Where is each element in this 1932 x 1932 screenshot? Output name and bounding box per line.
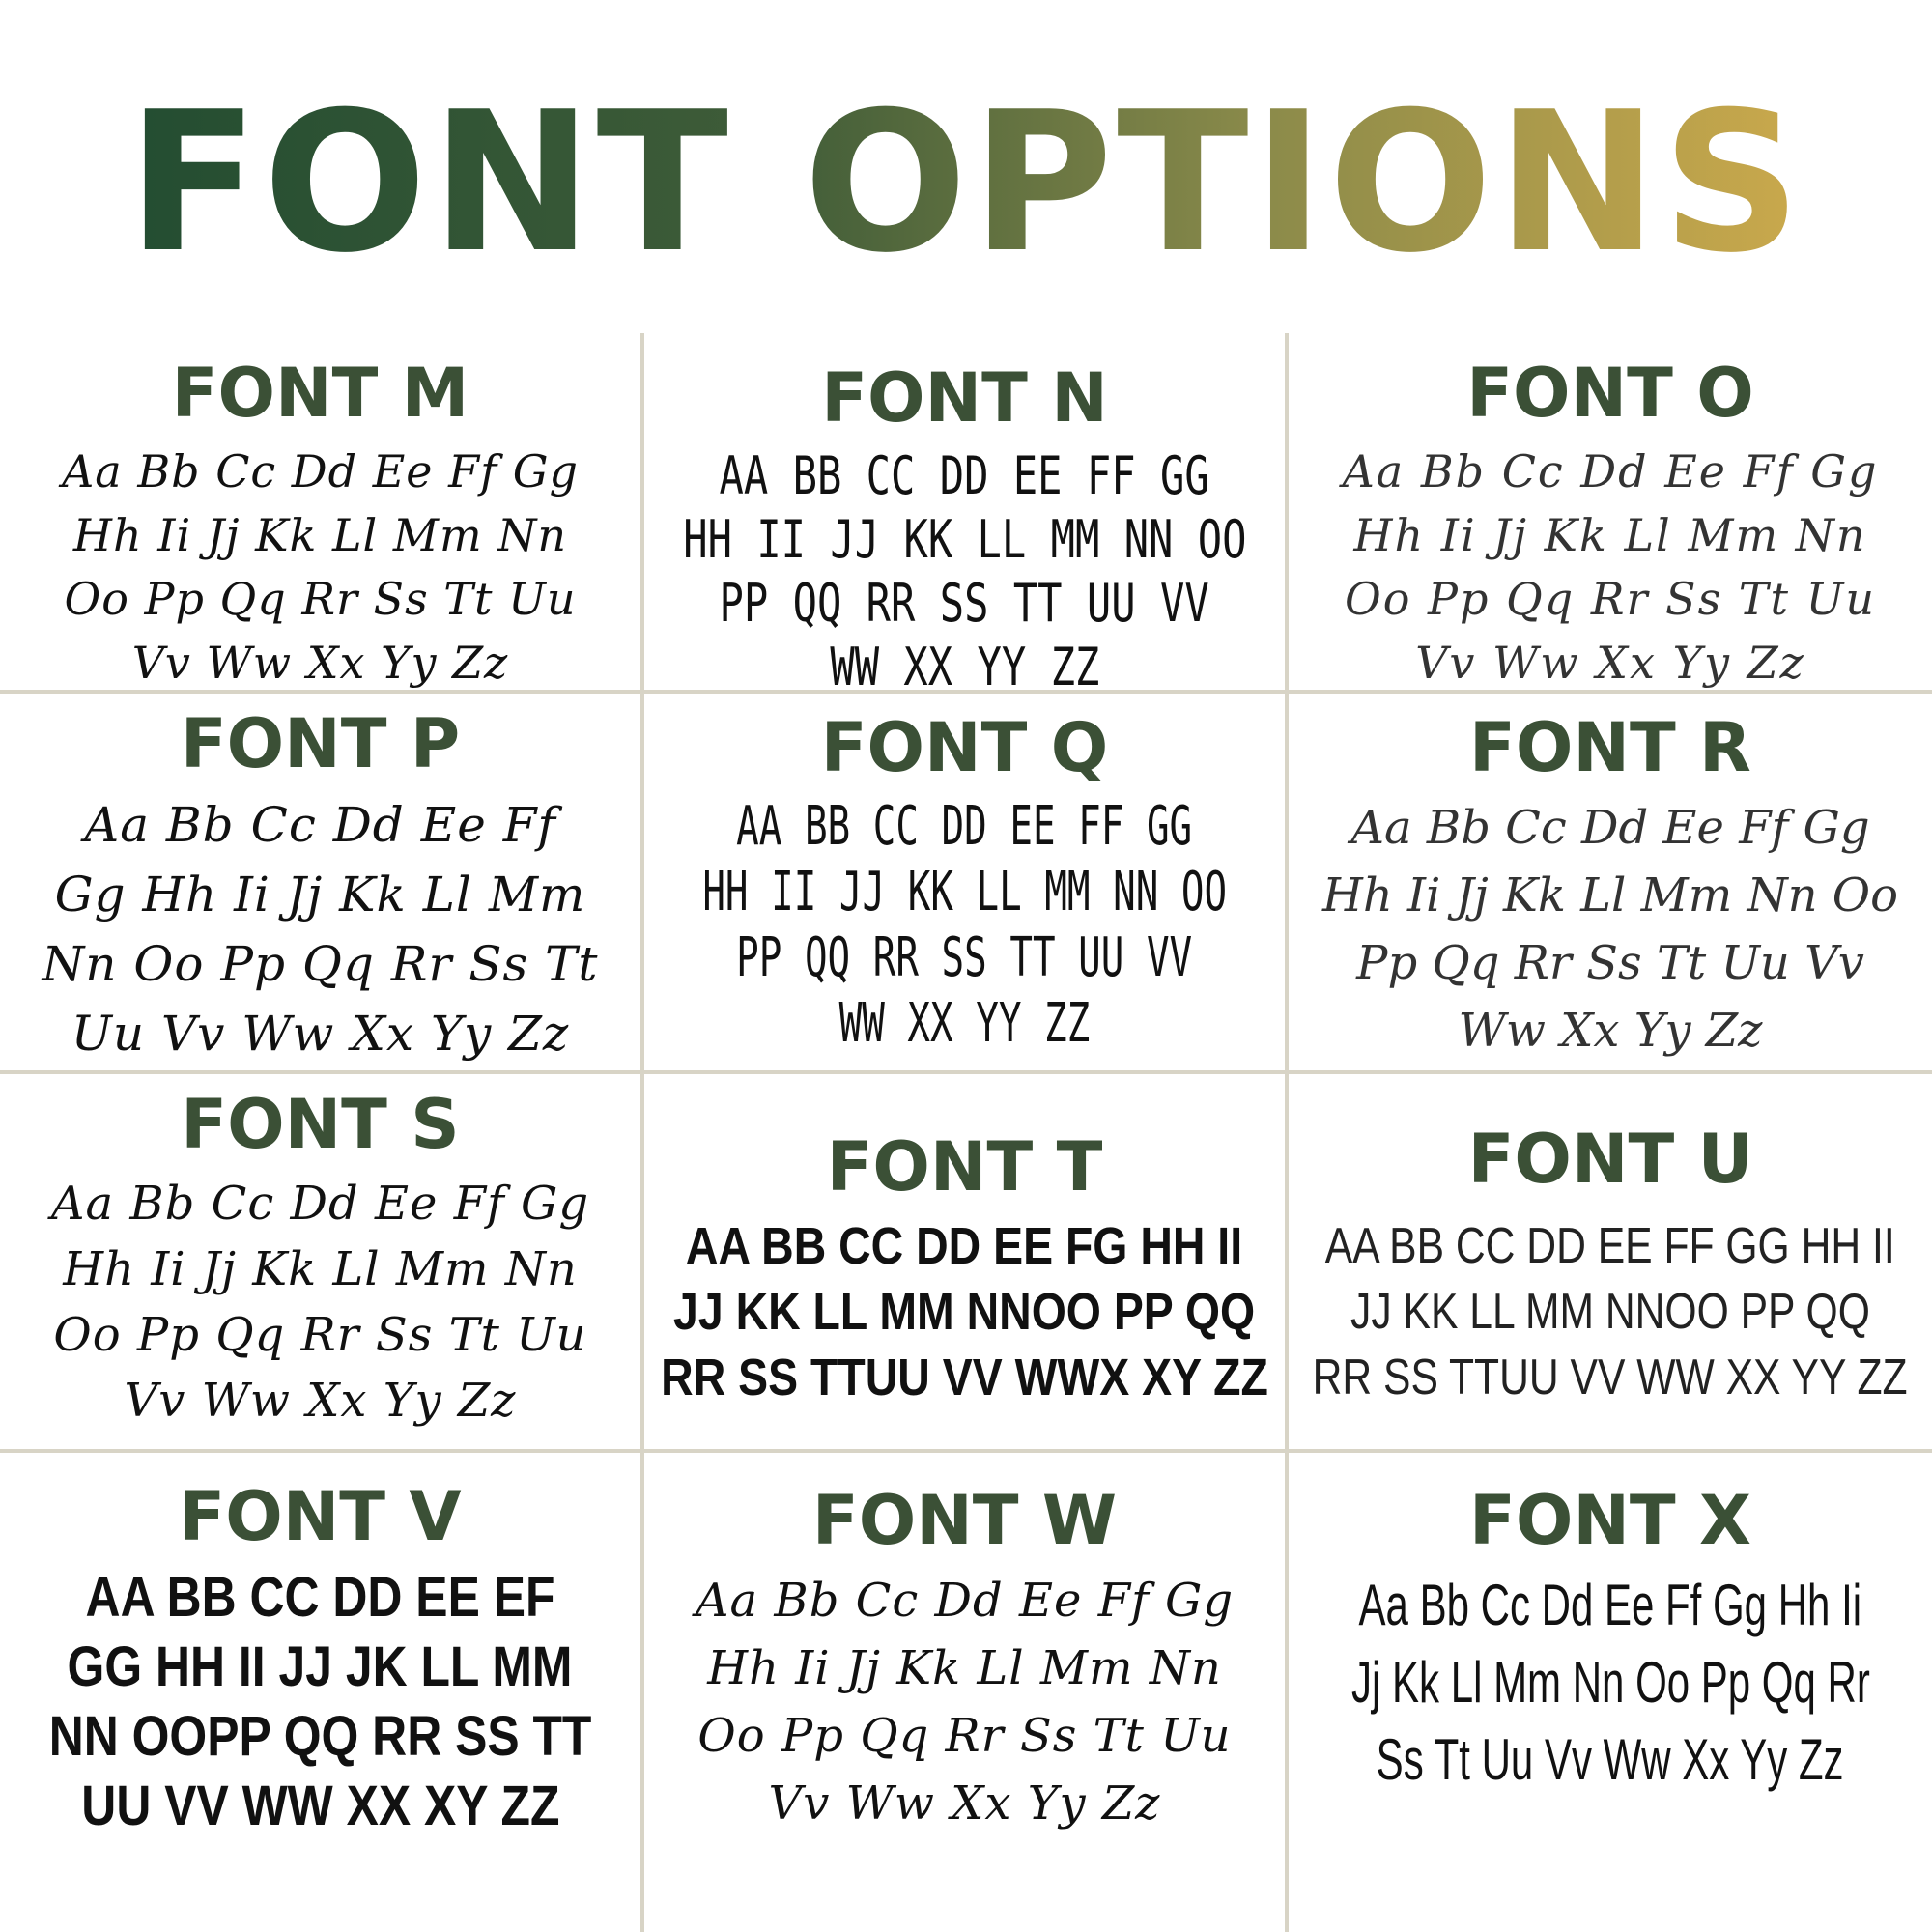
- font-card-v: [0, 1476, 640, 1932]
- font-name: FONT V: [179, 1477, 462, 1556]
- sample-line: Uu Vv Ww Xx Yy Zz: [71, 1006, 570, 1062]
- font-card-o: [1289, 353, 1932, 690]
- font-sample: [1322, 794, 1898, 1065]
- font-name: FONT N: [821, 358, 1108, 438]
- sample-line: AA BB CC DD EE FF GG: [719, 445, 1210, 506]
- grid-divider-horizontal-3: [0, 1449, 1932, 1453]
- font-sample: [5, 1563, 636, 1841]
- font-card-m: [0, 353, 640, 690]
- sample-line: Hh Ii Jj Kk Ll Mm Nn: [72, 509, 568, 561]
- sample-line: HH II JJ KK LL MM NN OO: [682, 509, 1247, 570]
- sample-line: Hh Ii Jj Kk Ll Mm Nn: [63, 1242, 578, 1296]
- font-name: FONT O: [1466, 354, 1754, 433]
- sample-line: AA BB CC DD EE FG HH II: [686, 1217, 1243, 1275]
- sample-line: Vv Ww Xx Yy Zz: [768, 1776, 1161, 1831]
- sample-line: Pp Qq Rr Ss Tt Uu Vv: [1356, 936, 1864, 990]
- font-card-w: [644, 1480, 1285, 1932]
- sample-line: AA BB CC DD EE EF: [85, 1566, 555, 1629]
- sample-line: Aa Bb Cc Dd Ee Ff: [84, 797, 556, 853]
- font-sample: [1343, 440, 1879, 690]
- font-card-n: [644, 357, 1285, 690]
- sample-line: Hh Ii Jj Kk Ll Mm Nn: [1353, 509, 1867, 561]
- sample-line: Aa Bb Cc Dd Ee Ff Gg: [1342, 445, 1879, 497]
- font-sample: [1289, 1567, 1932, 1799]
- sample-line: Hh Ii Jj Kk Ll Mm Nn Oo: [1321, 868, 1898, 923]
- sample-line: UU VV WW XX XY ZZ: [80, 1775, 560, 1837]
- sample-line: Aa Bb Cc Dd Ee Ff Gg: [50, 1177, 590, 1231]
- sample-line: Oo Pp Qq Rr Ss Tt Uu: [1344, 573, 1876, 625]
- font-name: FONT W: [811, 1481, 1118, 1560]
- font-name: FONT R: [1469, 708, 1751, 787]
- sample-line: GG HH II JJ JK LL MM: [68, 1635, 573, 1698]
- sample-line: Vv Ww Xx Yy Zz: [124, 1374, 517, 1428]
- font-name: FONT U: [1467, 1120, 1753, 1199]
- sample-line: Aa Bb Cc Dd Ee Ff Gg: [62, 445, 579, 497]
- page-title: FONT OPTIONS: [0, 68, 1932, 299]
- font-card-t: [644, 1126, 1285, 1449]
- grid-divider-horizontal-2: [0, 1070, 1932, 1074]
- sample-line: Vv Ww Xx Yy Zz: [1415, 637, 1805, 689]
- sample-line: Aa Bb Cc Dd Ee Ff Gg: [695, 1574, 1235, 1628]
- font-sample: [43, 790, 599, 1068]
- sample-line: NN OOPP QQ RR SS TT: [48, 1705, 592, 1768]
- font-name: FONT S: [181, 1085, 460, 1164]
- sample-line: JJ KK LL MM NNOO PP QQ: [1350, 1284, 1870, 1340]
- font-name: FONT T: [826, 1127, 1103, 1207]
- sample-line: PP QQ RR SS TT UU VV: [736, 926, 1193, 989]
- sample-line: HH II JJ KK LL MM NN OO: [702, 861, 1227, 923]
- font-name: FONT X: [1469, 1481, 1751, 1560]
- font-name: FONT Q: [820, 708, 1109, 787]
- sample-line: RR SS TTUU VV WW XX YY ZZ: [1313, 1350, 1908, 1406]
- sample-line: Nn Oo Pp Qq Rr Ss Tt: [42, 936, 599, 992]
- sample-line: AA BB CC DD EE FF GG: [736, 795, 1193, 858]
- font-sample: [696, 1567, 1234, 1837]
- sample-line: Vv Ww Xx Yy Zz: [131, 637, 509, 689]
- sample-line: RR SS TTUU VV WWX XY ZZ: [661, 1349, 1268, 1406]
- font-sample: [62, 440, 579, 690]
- sample-line: Aa Bb Cc Dd Ee Ff Gg Hh Ii: [1358, 1573, 1862, 1637]
- sample-line: Oo Pp Qq Rr Ss Tt Uu: [697, 1709, 1232, 1763]
- sample-line: Ww Xx Yy Zz: [1458, 1004, 1763, 1058]
- sample-line: JJ KK LL MM NNOO PP QQ: [673, 1283, 1256, 1341]
- sample-line: Ss Tt Uu Vv Ww Xx Yy Zz: [1377, 1727, 1844, 1792]
- sample-line: Gg Hh Ii Jj Kk Ll Mm: [54, 867, 586, 923]
- font-name: FONT P: [180, 704, 461, 783]
- sample-line: Oo Pp Qq Rr Ss Tt Uu: [64, 573, 577, 625]
- font-sample: [644, 1213, 1285, 1410]
- font-card-p: [0, 703, 640, 1070]
- font-sample: [644, 794, 1285, 1057]
- sample-line: PP QQ RR SS TT UU VV: [719, 573, 1210, 634]
- sample-line: WW XX YY ZZ: [838, 992, 1091, 1055]
- font-name: FONT M: [171, 354, 469, 433]
- sample-line: AA BB CC DD EE FF GG HH II: [1325, 1218, 1895, 1274]
- sample-line: WW XX YY ZZ: [830, 637, 1099, 690]
- font-card-x: [1289, 1480, 1932, 1932]
- grid-divider-horizontal-1: [0, 690, 1932, 694]
- font-sample: [1289, 1213, 1932, 1410]
- font-sample: [644, 444, 1285, 690]
- font-card-u: [1289, 1119, 1932, 1449]
- sample-line: Aa Bb Cc Dd Ee Ff Gg: [1350, 801, 1870, 855]
- sample-line: Oo Pp Qq Rr Ss Tt Uu: [53, 1308, 587, 1362]
- font-card-r: [1289, 707, 1932, 1070]
- sample-line: Hh Ii Jj Kk Ll Mm Nn: [707, 1641, 1222, 1695]
- font-card-q: [644, 707, 1285, 1070]
- font-sample: [51, 1171, 589, 1434]
- font-card-s: [0, 1084, 640, 1449]
- sample-line: Jj Kk Ll Mm Nn Oo Pp Qq Rr: [1350, 1650, 1870, 1715]
